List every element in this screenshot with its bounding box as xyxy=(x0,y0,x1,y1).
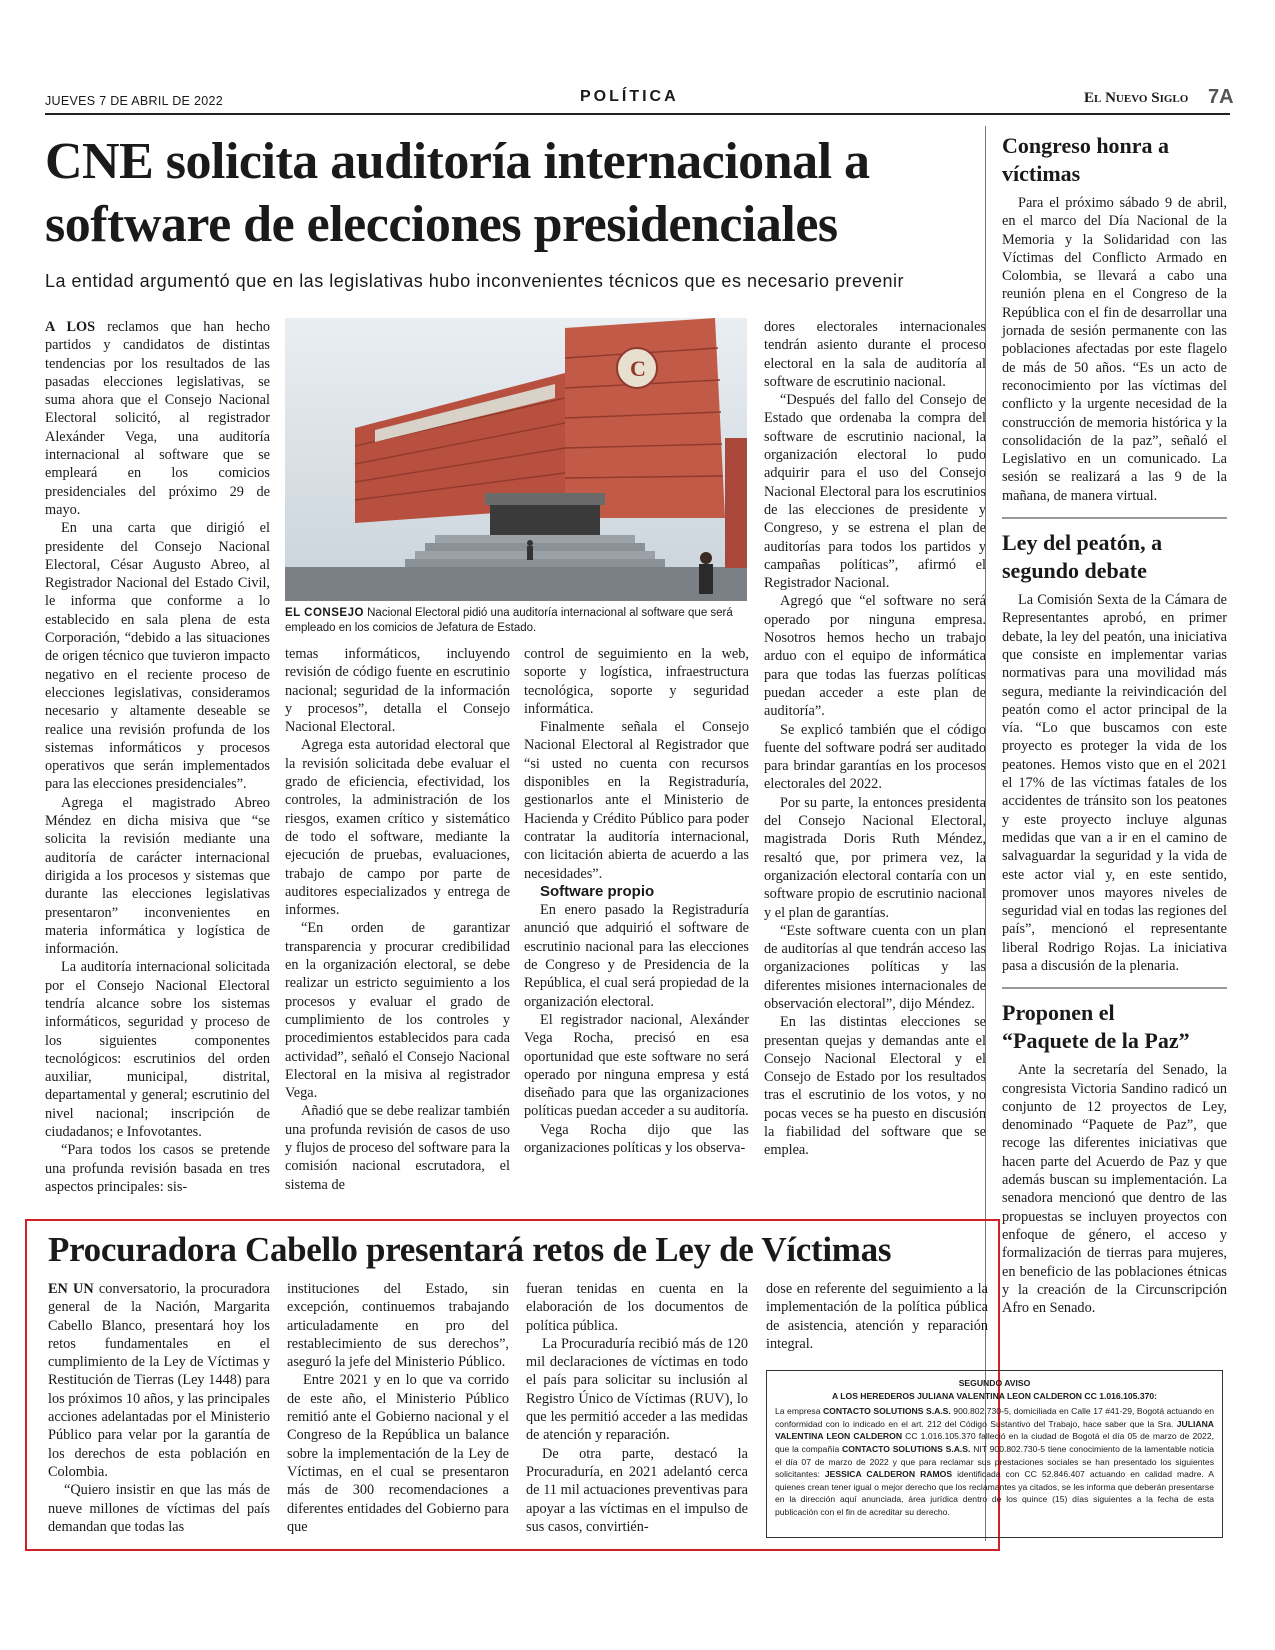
svg-text:C: C xyxy=(630,356,646,381)
sidebar-body: Para el próximo sábado 9 de abril, en el marco del Día Nacional de la Memoria y la Solidaridad con las Víctimas del Conflicto Armado en Colombia, se llevará a cabo una reunión plena en el Congreso de la República con el fin de desarrollar una jornada de sesión permanente con las poblaciones afectadas por este flagelo de más de 50 años. “Es un acto de reconocimiento por las víctimas del conflicto y la urgente necesidad de la construcción de memoria histórica y la consolidación de la paz”, señaló el Legislativo en un comunicado. La sesión se realizará a las 9 de la mañana, de manera virtual. xyxy=(1002,195,1227,504)
main-column-2 xyxy=(285,645,510,1194)
paragraph: Agregó que “el software no será operado por ninguna empresa. Nosotros hemos hecho un trabajo arduo con el equipo de informática para que todas las fuerzas políticas puedan acceder a este plan de auditoría”. xyxy=(764,593,986,720)
paragraph: De otra parte, destacó la Procuraduría, en 2021 adelantó cerca de 11 mil actuaciones preventivas para apoyar a las víctimas en el impulso de sus casos, convirtién- xyxy=(526,1445,748,1535)
newspaper-brand: El Nuevo Siglo xyxy=(1084,90,1189,106)
sidebar-rule xyxy=(1002,987,1227,989)
paragraph: El registrador nacional, Alexánder Vega Rocha, precisó en esa oportunidad que este software no será operado por ninguna empresa y está diseñado para que las organizaciones políticas puedan acceder a su auditoría. xyxy=(524,1011,749,1120)
edition-date: JUEVES 7 DE ABRIL DE 2022 xyxy=(45,94,223,108)
main-column-4 xyxy=(764,318,986,1160)
procuradora-headline: Procuradora Cabello presentará retos de Ley de Víctimas xyxy=(48,1230,892,1269)
procuradora-column-3 xyxy=(526,1280,748,1536)
notice-body: La empresa CONTACTO SOLUTIONS S.A.S. 900.802.730-5, domiciliada en Calle 17 #41-29, Bogotá actuando en conformidad con lo indicado en el art. 212 del Código Sustantivo del Trabajo, hace saber que la Sra. JULIANA VALENTINA LEON CALDERON CC 1.016.105.370 falleció en la ciudad de Bogotá el día 05 de marzo de 2022, que la compañía CONTACTO SOLUTIONS S.A.S. NIT 900.802.730-5 tiene conocimiento de la lamentable noticia el día 07 de marzo de 2022 y que para reclamar sus prestaciones sociales se han presentado los siguientes solicitantes: JESSICA CALDERON RAMOS identificada con CC 52.846.407 actuando en calidad madre. A quienes crean tener igual o mejor derecho que los reclamantes ya citados, se les informa que deberán presentarse en la dirección aquí anunciada, área jurídica dentro de los quince (15) días siguientes a la fecha de esta publicación con el fin de acreditar su derecho. xyxy=(775,1406,1215,1517)
notice-title: SEGUNDO AVISO xyxy=(958,1378,1031,1388)
page-number: 7A xyxy=(1208,86,1234,108)
paragraph: Agrega el magistrado Abreo Méndez en dicha misiva que “se solicita la revisión mediante una auditoría de carácter internacional dirigida a los procesos y sistemas que durante las elecciones legislativas presentaron” inconvenientes en materia informática y logística de información. xyxy=(45,794,270,958)
building-illustration xyxy=(285,318,747,601)
main-headline: CNE solicita auditoría internacional a software de elecciones presidenciales xyxy=(45,133,870,253)
sidebar-body: Ante la secretaría del Senado, la congresista Victoria Sandino radicó un conjunto de 12 proyectos de Ley, denominado “Paquete de Paz”, que recoge las diferentes iniciativas que hacen parte del Acuerdo de Paz y que además buscan su implementación. La senadora mencionó que dentro de las propuestas se incluyen proyectos con enfoque de género, el acceso y formalización de tierras para mujeres, en beneficio de las poblaciones étnicas y la creación de la Circunscripción Afro en Senado. xyxy=(1002,1062,1227,1317)
subheading: Software propio xyxy=(540,882,655,900)
paragraph: temas informáticos, incluyendo revisión de código fuente en escrutinio nacional; seguridad de la información y procesos”, detalla el Consejo Nacional Electoral. xyxy=(285,646,510,736)
paragraph: Por su parte, la entonces presidenta del Consejo Nacional Electoral, magistrada Doris Ruth Méndez, resaltó que, por primera vez, la organización electoral contaría con un software propio de escrutinio nacional y el plan de garantías. xyxy=(764,794,986,921)
paragraph: Se explicó también que el código fuente del software podrá ser auditado para brindar garantías en los procesos electorales del 2022. xyxy=(764,721,986,793)
paragraph: La Procuraduría recibió más de 120 mil declaraciones de víctimas en todo el país para solicitar su inclusión al Registro Único de Víctimas (RUV), lo que les permitió acceder a las medidas de atención y reparación. xyxy=(526,1335,748,1444)
main-column-3 xyxy=(524,645,749,1157)
paragraph: “En orden de garantizar transparencia y procurar credibilidad en la organización electoral, se debe realizar un estricto seguimiento a los procesos y evaluar el grado de cumplimiento de los controles y procedimientos establecidos para cada actividad”, señaló el Consejo Nacional Electoral en la misiva al registrador Vega. xyxy=(285,920,510,1102)
paragraph: La auditoría internacional solicitada por el Consejo Nacional Electoral tendría alcance sobre los sistemas informáticos, seguridad y proceso de los siguientes componentes tecnológicos: escrutinios del orden auxiliar, municipal, distrital, departamental y general; escrutinio del nivel nacional; inscripción de ciudadanos; e Infovotantes. xyxy=(45,959,270,1141)
paragraph: A LOS reclamos que han hecho partidos y candidatos de distintas tendencias por los resultados de las pasadas elecciones legislativas, se suma ahora que el Consejo Nacional Electoral solicitó, al registrador Alexánder Vega, una auditoría internacional al software que se empleará en los comicios presidenciales del próximo 29 de mayo. xyxy=(45,319,270,518)
paragraph: dose en referente del seguimiento a la implementación de la política pública de asistencia, atención y reparación integral. xyxy=(766,1281,988,1352)
registraduria-photo xyxy=(285,318,747,601)
procuradora-column-2 xyxy=(287,1280,509,1536)
paragraph: “Después del fallo del Consejo de Estado que ordenaba la compra del software de escrutinio nacional, la organización electoral lo pudo adquirir para el uso del Consejo Nacional Electoral para los escrutinios de las elecciones de presidente y Congreso, y se estrena el plan de auditorías para todos los partidos y campañas políticas”, afirmó el Registrador Nacional. xyxy=(764,392,986,592)
paragraph: Añadió que se debe realizar también una profunda revisión de casos de uso y flujos de proceso del software para la comisión nacional escrutadora, el sistema de xyxy=(285,1103,510,1193)
sidebar-rule xyxy=(1002,517,1227,519)
section-name: POLÍTICA xyxy=(580,88,679,105)
sidebar xyxy=(1002,132,1227,1317)
paragraph: En una carta que dirigió el presidente del Consejo Nacional Electoral, César Augusto Abreo, al Registrador Nacional del Estado Civil, le informa que conforme a lo establecido en sala plena de esta Corporación, “debido a las situaciones de origen técnico que tuvieron impacto negativo en el reciente proceso de elecciones legislativas, consideramos necesario y altamente deseable se realice una revisión profunda de los sistemas informáticos y procesos operativos que serán implementados para las elecciones presidenciales”. xyxy=(45,520,270,793)
legal-notice xyxy=(766,1370,1223,1538)
sidebar-body: La Comisión Sexta de la Cámara de Representantes aprobó, en primer debate, la ley del peatón, una iniciativa que consiste en implementar varias normativas para una movilidad más segura, mediante la reivindicación del peatón como el actor principal de la vía. “Lo que buscamos con este proyecto es proteger la vida de los peatones. Hemos visto que en el 2021 el 17% de las víctimas fatales de los accidentes de tránsito son los peatones y este proyecto incluye algunas medidas que van a ir en el camino de salvaguardar la seguridad y la vida de este actor vial y, en este sentido, promover unos mayores niveles de seguridad vial en todas las regiones del país”, mencionó el representante liberal Rodrigo Rojas. La iniciativa pasa a discusión de la plenaria. xyxy=(1002,592,1227,974)
paragraph: Finalmente señala el Consejo Nacional Electoral al Registrador que “si usted no cuenta con recursos disponibles en la Registraduría, gestionarlos ante el Ministerio de Hacienda y Crédito Público para poder contratar la auditoría internacional, con licitación abierta de acuerdo a las necesidades”. xyxy=(524,719,749,882)
photo-caption: EL CONSEJO Nacional Electoral pidió una auditoría internacional al software que será empleado en los comicios de Jefatura de Estado. xyxy=(285,607,733,634)
procuradora-column-4 xyxy=(766,1280,988,1353)
sidebar-title: Proponen el “Paquete de la Paz” xyxy=(1002,1000,1190,1054)
paragraph: “Para todos los casos se pretende una profunda revisión basada en tres aspectos principales: sis- xyxy=(45,1142,270,1195)
notice-addressee: A LOS HEREDEROS JULIANA VALENTINA LEON CALDERON CC 1.016.105.370: xyxy=(831,1390,1158,1401)
paragraph: fueran tenidas en cuenta en la elaboración de los documentos de política pública. xyxy=(526,1281,748,1334)
paragraph: Vega Rocha dijo que las organizaciones políticas y los observa- xyxy=(524,1121,749,1157)
paragraph: instituciones del Estado, sin excepción, continuemos trabajando articuladamente en pro del restablecimiento de sus derechos”, aseguró la jefe del Ministerio Público. xyxy=(287,1281,509,1371)
paragraph: dores electorales internacionales tendrán asiento durante el proceso electoral en la sala de auditoría al software de escrutinio nacional. xyxy=(764,319,986,390)
paragraph: En las distintas elecciones se presentan quejas y demandas ante el Consejo Nacional Electoral y el Consejo de Estado por los resultados tras el escrutinio de los votos, y no pocas veces se ha puesto en discusión la fiabilidad del software que se emplea. xyxy=(764,1014,986,1159)
paragraph: “Este software cuenta con un plan de auditorías al que tendrán acceso las organizaciones políticas y las diferentes misiones internacionales de observación electoral”, dijo Méndez. xyxy=(764,922,986,1012)
sidebar-title: Ley del peatón, a segundo debate xyxy=(1002,530,1163,584)
paragraph: EN UN conversatorio, la procuradora general de la Nación, Margarita Cabello Blanco, presentará hoy los retos fundamentales en el cumplimiento de la Ley de Víctimas y Restitución de Tierras (Ley 1448) para los próximos 10 años, y las principales acciones adelantadas por el Ministerio Público para velar por la garantía de los derechos de esta población en Colombia. xyxy=(48,1281,270,1480)
paragraph: “Quiero insistir en que las más de nueve millones de víctimas del país demandan que todas las xyxy=(48,1482,270,1535)
main-deck: La entidad argumentó que en las legislativas hubo inconvenientes técnicos que es necesario prevenir xyxy=(45,271,905,291)
sidebar-title: Congreso honra a víctimas xyxy=(1002,133,1170,186)
header-rule xyxy=(45,113,1230,115)
paragraph: Entre 2021 y en lo que va corrido de este año, el Ministerio Público remitió ante el Gobierno nacional y el Congreso de la República un balance sobre la implementación de la Ley de Víctimas, en el cual se presentaron más de 300 recomendaciones a diferentes entidades del Gobierno para que xyxy=(287,1372,509,1535)
paragraph: En enero pasado la Registraduría anunció que adquirió el software de escrutinio nacional para las elecciones de Congreso y de Presidencia de la República, el cual será propiedad de la organización electoral. xyxy=(524,902,749,1010)
procuradora-column-1 xyxy=(48,1280,270,1536)
main-column-1 xyxy=(45,318,270,1196)
paragraph: Agrega esta autoridad electoral que la revisión solicitada debe evaluar el grado de eficiencia, efectividad, los controles, la administración de los riesgos, examen crítico y sistemático de todo el software, mediante la ejecución de pruebas, evaluaciones, trabajo de campo por parte de auditores especializados y entrega de informes. xyxy=(285,737,510,919)
paragraph: control de seguimiento en la web, soporte y logística, infraestructura tecnológica, soporte y seguridad informática. xyxy=(524,646,749,717)
